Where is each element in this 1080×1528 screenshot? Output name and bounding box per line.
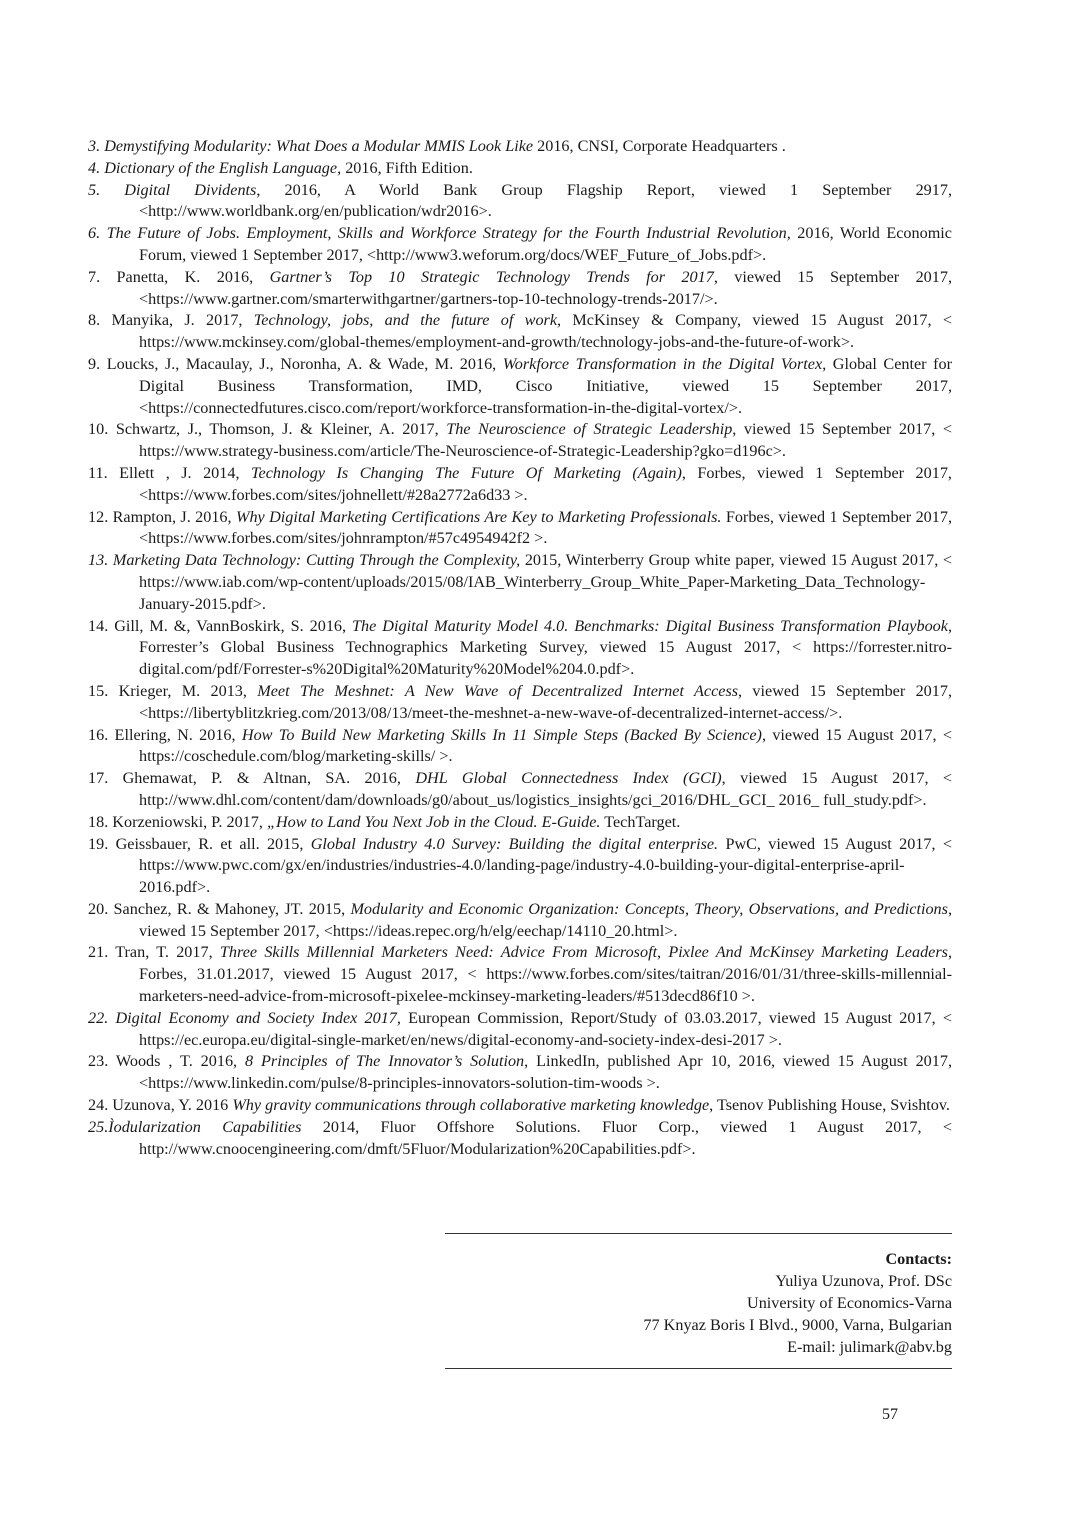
reference-title: 4. Dictionary of the English Language,: [88, 158, 342, 177]
reference-title: 22. Digital Economy and Society Index 2017,: [88, 1008, 401, 1027]
contact-address: 77 Knyaz Boris I Blvd., 9000, Varna, Bulgarian: [643, 1316, 952, 1334]
reference-title: Workforce Transformation in the Digital Vortex,: [502, 354, 827, 373]
reference-item: [88, 725, 952, 769]
reference-details: 2016, Fifth Edition.: [341, 158, 473, 177]
reference-item: [88, 136, 952, 158]
reference-prefix: 15. Krieger, M. 2013,: [88, 681, 258, 700]
reference-prefix: 18. Korzeniowski, P. 2017,: [88, 812, 267, 831]
reference-item: [88, 1117, 952, 1161]
reference-item: [88, 942, 952, 1007]
reference-details: , viewed 15 August 2017, < http://www.dhl.com/content/dam/downloads/g0/about_us/logistics_insights/gci_2016/DHL_GCI_ 2016_ full_study.pdf>.: [139, 769, 953, 809]
reference-item: [88, 681, 952, 725]
reference-prefix: 21. Tran, T. 2017,: [88, 943, 220, 962]
reference-item: [88, 180, 952, 224]
reference-details: , 2016, A World Bank Group Flagship Report, viewed 1 September 2917, <http://www.worldbank.org/en/publication/wdr2016>.: [139, 180, 952, 221]
reference-title: Why gravity communications through collaborative marketing knowledge: [232, 1096, 710, 1115]
reference-details: , viewed 15 August 2017, < https://coschedule.com/blog/marketing-skills/ >.: [139, 725, 952, 766]
reference-title: 5. Digital Dividents: [88, 180, 257, 199]
reference-item: [88, 899, 952, 943]
reference-title: Modularity and Economic Organization: Concepts, Theory, Observations, and Predictions: [350, 899, 948, 918]
reference-prefix: 8. Manyika, J. 2017,: [88, 311, 254, 330]
reference-details: 2014, Fluor Offshore Solutions. Fluor Corp., viewed 1 August 2017, < http://www.cnoocengineering.com/dmft/5Fluor/Modularization%20Capabilities.pdf>.: [139, 1117, 952, 1158]
reference-title: DHL Global Connectedness Index (GCI): [415, 769, 722, 788]
reference-title: Gartner’s Top 10 Strategic Technology Trends for 2017: [269, 267, 714, 286]
reference-item: [88, 1051, 952, 1095]
reference-details: , viewed 15 September 2017, <https://ideas.repec.org/h/elg/eechap/14110_20.html>.: [139, 899, 952, 940]
reference-title: 13. Marketing Data Technology: Cutting Through the Complexity,: [88, 551, 521, 570]
reference-prefix: 24. Uzunova, Y. 2016: [88, 1096, 233, 1115]
reference-details: , LinkedIn, published Apr 10, 2016, viewed 15 August 2017, <https://www.linkedin.com/pulse/8-principles-innovators-solution-tim-woods >.: [139, 1052, 952, 1093]
reference-title: The Neuroscience of Strategic Leadership: [446, 420, 733, 439]
reference-prefix: 10. Schwartz, J., Thomson, J. & Kleiner, A. 2017,: [88, 420, 447, 439]
reference-item: [88, 616, 952, 681]
reference-item: [88, 550, 952, 615]
reference-details: 2015, Winterberry Group white paper, viewed 15 August 2017, < https://www.iab.com/wp-content/uploads/2015/08/IAB_Winterberry_Group_White_Paper-Marketing_Data_Technology-January-2015.pdf>.: [139, 551, 953, 613]
reference-prefix: 23. Woods , T. 2016,: [88, 1052, 246, 1071]
reference-item: [88, 812, 952, 834]
reference-prefix: 11. Ellett , J. 2014,: [88, 463, 251, 482]
reference-title: The Digital Maturity Model 4.0. Benchmarks: Digital Business Transformation Playbook: [352, 616, 948, 635]
reference-details: , Forrester’s Global Business Technographics Marketing Survey, viewed 15 August 2017, < https://forrester.nitro-digital.com/pdf/Forrester-s%20Digital%20Maturity%20Model%204.0.pdf>.: [139, 616, 952, 679]
reference-prefix: 7. Panetta, K. 2016,: [88, 267, 270, 286]
reference-details: , Forbes, viewed 1 September 2017, <https://www.forbes.com/sites/johnellett/#28a2772a6d33 >.: [139, 463, 952, 504]
reference-item: [88, 834, 952, 899]
contacts-block: [445, 1233, 952, 1369]
reference-item: [88, 310, 952, 354]
reference-details: TechTarget.: [600, 812, 681, 831]
reference-item: [88, 507, 952, 551]
reference-details: Global Center for Digital Business Transformation, IMD, Cisco Initiative, viewed 15 September 2017, <https://connectedfutures.cisco.com/report/workforce-transformation-in-the-digital-vortex/>.: [139, 354, 952, 417]
reference-prefix: 17. Ghemawat, P. & Altnan, SA. 2016,: [88, 769, 416, 788]
contact-name: Yuliya Uzunova, Prof. DSc: [775, 1272, 952, 1290]
reference-item: [88, 267, 952, 311]
contacts-heading: Contacts:: [885, 1250, 952, 1268]
reference-item: [88, 768, 952, 812]
contact-email: E-mail: julimark@abv.bg: [787, 1338, 952, 1356]
reference-details: , viewed 15 September 2017, <https://www.gartner.com/smarterwithgartner/gartners-top-10-technology-trends-2017/>.: [139, 267, 953, 308]
reference-title: Meet The Meshnet: A New Wave of Decentralized Internet Access: [257, 681, 739, 700]
reference-details: 2016, CNSI, Corporate Headquarters .: [533, 137, 786, 155]
reference-item: [88, 1095, 952, 1117]
reference-details: , McKinsey & Company, viewed 15 August 2017, < https://www.mckinsey.com/global-themes/employment-and-growth/technology-jobs-and-the-future-of-work>.: [139, 311, 952, 352]
reference-item: [88, 463, 952, 507]
reference-item: [88, 354, 952, 419]
contact-organization: University of Economics-Varna: [747, 1294, 952, 1312]
reference-details: , viewed 15 September 2017, < https://www.strategy-business.com/article/The-Neuroscience-of-Strategic-Leadership?gko=d196c>.: [139, 420, 953, 461]
reference-title: 8 Principles of The Innovator’s Solution: [245, 1052, 525, 1071]
reference-item: [88, 419, 952, 463]
reference-prefix: 16. Ellering, N. 2016,: [88, 725, 242, 744]
reference-title: 3. Demystifying Modularity: What Does a Modular MMIS Look Like: [88, 137, 534, 155]
reference-title: Why Digital Marketing Certifications Are Key to Marketing Professionals.: [235, 507, 722, 526]
references-list: [88, 136, 952, 1160]
reference-title: 6. The Future of Jobs. Employment, Skills and Workforce Strategy for the Fourth Industrial Revolution,: [88, 224, 791, 243]
reference-prefix: 12. Rampton, J. 2016,: [88, 507, 236, 526]
reference-title: Technology Is Changing The Future Of Marketing (Again): [251, 463, 682, 482]
reference-details: PwC, viewed 15 August 2017, < https://www.pwc.com/gx/en/industries/industries-4.0/landing-page/industry-4.0-building-your-digital-enterprise-april-2016.pdf>.: [139, 834, 952, 897]
reference-details: , Forbes, 31.01.2017, viewed 15 August 2017, < https://www.forbes.com/sites/taitran/2016/01/31/three-skills-millennial-marketers-need-advice-from-microsoft-pixelee-mckinsey-marketing-leaders/#513decd86f10 >.: [139, 943, 953, 1006]
reference-details: , Tsenov Publishing House, Svishtov.: [709, 1096, 950, 1115]
reference-title: Three Skills Millennial Marketers Need: Advice From Microsoft, Pixlee And McKinsey Marketing Leaders: [219, 943, 948, 962]
reference-title: „How to Land You Next Job in the Cloud. E-Guide.: [266, 812, 601, 831]
page-number: 57: [882, 1406, 898, 1423]
reference-details: Forbes, viewed 1 September 2017, <https://www.forbes.com/sites/johnrampton/#57c4954942f2 >.: [139, 507, 952, 548]
reference-item: [88, 223, 952, 267]
reference-title: Technology, jobs, and the future of work: [253, 311, 558, 330]
reference-details: 2016, World Economic Forum, viewed 1 September 2017, <http://www3.weforum.org/docs/WEF_Future_of_Jobs.pdf>.: [139, 224, 952, 264]
reference-prefix: 20. Sanchez, R. & Mahoney, JT. 2015,: [88, 899, 351, 918]
reference-item: [88, 158, 952, 180]
reference-title: 25.Ìodularization Capabilities: [88, 1117, 302, 1136]
reference-title: Global Industry 4.0 Survey: Building the digital enterprise.: [310, 834, 719, 853]
reference-item: [88, 1008, 952, 1052]
reference-details: European Commission, Report/Study of 03.03.2017, viewed 15 August 2017, < https://ec.europa.eu/digital-single-market/en/news/digital-economy-and-society-index-desi-2017 >.: [139, 1008, 952, 1049]
reference-prefix: 9. Loucks, J., Macaulay, J., Noronha, A. & Wade, M. 2016,: [88, 354, 503, 373]
reference-prefix: 14. Gill, M. &, VannBoskirk, S. 2016,: [88, 616, 353, 635]
reference-title: How To Build New Marketing Skills In 11 Simple Steps (Backed By Science): [241, 725, 762, 744]
reference-prefix: 19. Geissbauer, R. et all. 2015,: [88, 834, 311, 853]
reference-details: , viewed 15 September 2017, <https://libertyblitzkrieg.com/2013/08/13/meet-the-meshnet-a-new-wave-of-decentralized-internet-access/>.: [139, 681, 952, 722]
